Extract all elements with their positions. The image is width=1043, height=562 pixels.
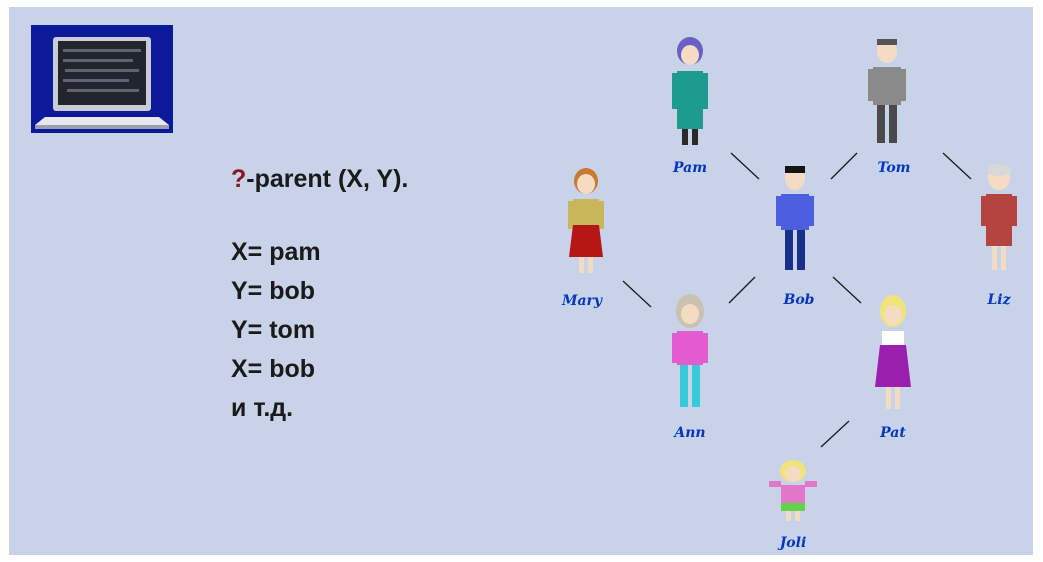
person-joli xyxy=(769,460,817,521)
slide xyxy=(9,7,1033,555)
family-tree xyxy=(9,7,1033,555)
person-pam xyxy=(672,37,708,145)
person-liz xyxy=(981,164,1017,270)
name-ann: Ann xyxy=(674,425,706,441)
link-bob-ann xyxy=(729,277,755,303)
person-bob xyxy=(776,166,814,270)
name-pat: Pat xyxy=(880,425,906,441)
name-bob: Bob xyxy=(783,292,815,308)
person-mary xyxy=(568,168,604,273)
answer-line: и т.д. xyxy=(231,394,294,422)
link-mary-ann xyxy=(623,281,651,307)
name-tom: Tom xyxy=(877,160,911,176)
answer-line: X= pam xyxy=(231,238,321,266)
link-tom-liz xyxy=(943,153,971,179)
person-pat xyxy=(875,295,911,409)
name-mary: Mary xyxy=(561,293,603,309)
query-mark: ? xyxy=(231,165,247,193)
answer-line: Y= tom xyxy=(231,316,316,344)
link-pam-bob xyxy=(731,153,759,179)
name-joli: Joli xyxy=(779,535,807,551)
name-pam: Pam xyxy=(672,160,708,176)
name-liz: Liz xyxy=(987,292,1011,308)
query-text: -parent (X, Y). xyxy=(246,165,409,193)
person-ann xyxy=(672,294,708,407)
link-bob-pat xyxy=(833,277,861,303)
link-pat-joli xyxy=(821,421,849,447)
answer-line: Y= bob xyxy=(231,277,316,305)
link-tom-bob xyxy=(831,153,857,179)
person-tom xyxy=(868,39,906,143)
answer-line: X= bob xyxy=(231,355,316,383)
